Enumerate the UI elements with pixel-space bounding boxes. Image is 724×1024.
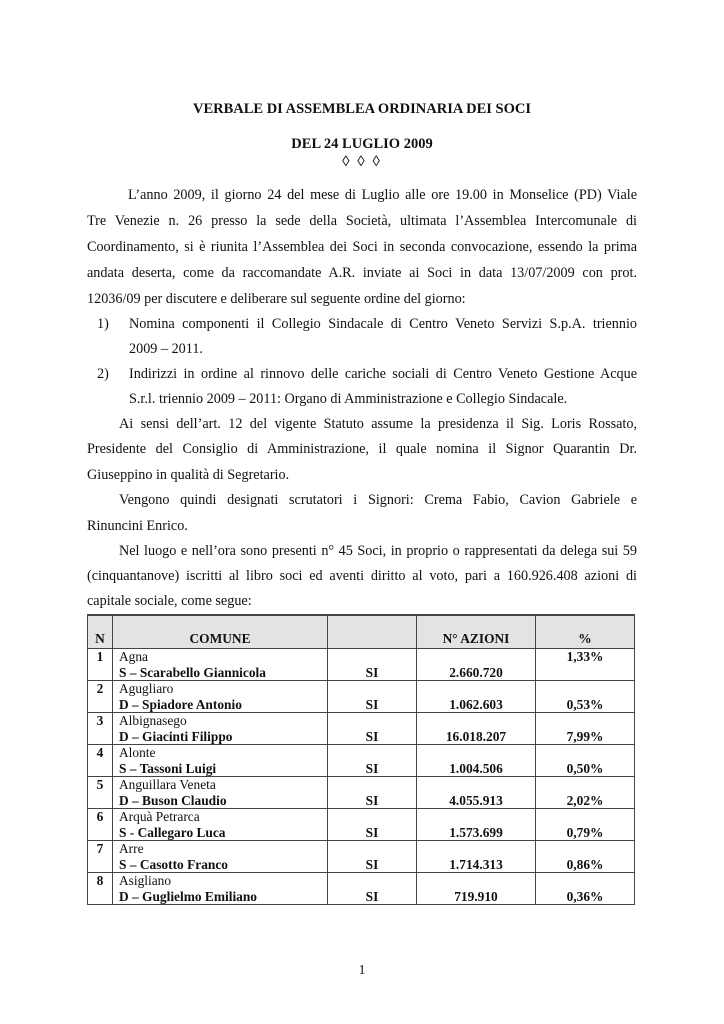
presence-cell-top [328,745,417,761]
intro-line: Coordinamento, si è riunita l’Assemblea dei Soci in seconda convocazione, essendo la prima [87,239,637,255]
percent-cell-top: 1,33% [536,649,635,665]
agenda-number: 2) [97,366,109,382]
comune-name: Anguillara Veneta [113,777,328,793]
percent-value: 0,79% [536,825,635,841]
percent-cell-top [536,809,635,825]
percent-value [536,665,635,681]
percent-cell-top [536,873,635,889]
intro-line: andata deserta, come da raccomandate A.R. inviate ai Soci in data 13/07/2009 con prot. [87,265,637,281]
table-row [88,809,635,825]
presence-cell-top [328,713,417,729]
intro-line: L’anno 2009, il giorno 24 del mese di Luglio alle ore 19.00 in Monselice (PD) Viale [128,187,637,203]
percent-value: 0,50% [536,761,635,777]
paragraph-line: Presidente del Consiglio di Amministrazione, il quale nomina il Signor Quarantin Dr. [87,441,637,457]
presence-value: SI [328,697,417,713]
presence-value: SI [328,889,417,905]
header-azioni: N° AZIONI [417,615,536,649]
row-number: 6 [88,809,113,841]
azioni-value: 1.004.506 [417,761,536,777]
azioni-value: 1.714.313 [417,857,536,873]
socio-name: D – Guglielmo Emiliano [113,889,328,905]
azioni-value: 16.018.207 [417,729,536,745]
socio-name: D – Giacinti Filippo [113,729,328,745]
presence-cell-top [328,777,417,793]
percent-value: 2,02% [536,793,635,809]
socio-name: S – Scarabello Giannicola [113,665,328,681]
presence-cell-top [328,809,417,825]
document-date: DEL 24 LUGLIO 2009 [291,136,433,152]
socio-name: S - Callegaro Luca [113,825,328,841]
page-number: 1 [358,963,366,978]
percent-cell-top [536,745,635,761]
presence-cell-top [328,649,417,665]
comune-name: Arquà Petrarca [113,809,328,825]
azioni-cell-top [417,777,536,793]
table-row-detail [88,857,635,873]
presence-value: SI [328,793,417,809]
table-row [88,777,635,793]
row-number: 2 [88,681,113,713]
percent-cell-top [536,841,635,857]
presence-value: SI [328,825,417,841]
percent-value: 7,99% [536,729,635,745]
header-comune: COMUNE [113,615,328,649]
row-number: 5 [88,777,113,809]
azioni-value: 4.055.913 [417,793,536,809]
header-percent: % [536,615,635,649]
table-row-detail [88,825,635,841]
table-row [88,713,635,729]
table-row-detail [88,793,635,809]
table-row-detail [88,761,635,777]
percent-cell-top [536,713,635,729]
comune-name: Arre [113,841,328,857]
header-presence [328,615,417,649]
table-row-detail [88,665,635,681]
paragraph-line: Nel luogo e nell’ora sono presenti n° 45 Soci, in proprio o rappresentati da delega sui 59 [119,543,637,559]
azioni-cell-top [417,841,536,857]
paragraph-line: Ai sensi dell’art. 12 del vigente Statuto assume la presidenza il Sig. Loris Rossato, [119,416,637,432]
presence-value: SI [328,761,417,777]
agenda-item-line: S.r.l. triennio 2009 – 2011: Organo di Amministrazione e Collegio Sindacale. [129,391,568,407]
paragraph-line: capitale sociale, come segue: [87,593,252,609]
percent-cell-top [536,777,635,793]
row-number: 3 [88,713,113,745]
azioni-cell-top [417,873,536,889]
header-n: N [88,615,113,649]
azioni-value: 2.660.720 [417,665,536,681]
presence-cell-top [328,873,417,889]
presence-value: SI [328,857,417,873]
azioni-value: 719.910 [417,889,536,905]
azioni-cell-top [417,809,536,825]
table-row [88,841,635,857]
paragraph-line: Rinuncini Enrico. [87,518,188,534]
azioni-cell-top [417,681,536,697]
table-row-detail [88,697,635,713]
shareholders-table [87,614,635,905]
table-row [88,745,635,761]
presence-cell-top [328,841,417,857]
comune-name: Alonte [113,745,328,761]
paragraph-line: Giuseppino in qualità di Segretario. [87,467,290,483]
azioni-value: 1.573.699 [417,825,536,841]
percent-cell-top [536,681,635,697]
table-row-detail [88,729,635,745]
comune-name: Asigliano [113,873,328,889]
table-row [88,649,635,665]
row-number: 1 [88,649,113,681]
socio-name: D – Buson Claudio [113,793,328,809]
socio-name: S – Casotto Franco [113,857,328,873]
paragraph-line: Vengono quindi designati scrutatori i Signori: Crema Fabio, Cavion Gabriele e [119,492,637,508]
presence-value: SI [328,665,417,681]
document-title: VERBALE DI ASSEMBLEA ORDINARIA DEI SOCI [192,101,532,117]
agenda-item-line: 2009 – 2011. [129,341,203,357]
azioni-value: 1.062.603 [417,697,536,713]
azioni-cell-top [417,649,536,665]
comune-name: Agugliaro [113,681,328,697]
azioni-cell-top [417,713,536,729]
table-row [88,681,635,697]
table-row-detail [88,889,635,905]
percent-value: 0,36% [536,889,635,905]
agenda-number: 1) [97,316,109,332]
paragraph-line: (cinquantanove) iscritti al libro soci ed aventi diritto al voto, pari a 160.926.408 azioni di [87,568,637,584]
percent-value: 0,53% [536,697,635,713]
table-row [88,873,635,889]
comune-name: Albignasego [113,713,328,729]
intro-line: 12036/09 per discutere e deliberare sul seguente ordine del giorno: [87,291,466,307]
azioni-cell-top [417,745,536,761]
socio-name: S – Tassoni Luigi [113,761,328,777]
row-number: 7 [88,841,113,873]
comune-name: Agna [113,649,328,665]
agenda-item-line: Indirizzi in ordine al rinnovo delle cariche sociali di Centro Veneto Gestione Acque [129,366,637,382]
presence-cell-top [328,681,417,697]
presence-value: SI [328,729,417,745]
socio-name: D – Spiadore Antonio [113,697,328,713]
agenda-item-line: Nomina componenti il Collegio Sindacale di Centro Veneto Servizi S.p.A. triennio [129,316,637,332]
table-header-row [88,615,635,649]
row-number: 4 [88,745,113,777]
intro-line: Tre Venezie n. 26 presso la sede della Società, ultimata l’Assemblea Intercomunale di [87,213,637,229]
percent-value: 0,86% [536,857,635,873]
row-number: 8 [88,873,113,905]
diamond-ornament-icon: ◊ ◊ ◊ [342,154,382,170]
